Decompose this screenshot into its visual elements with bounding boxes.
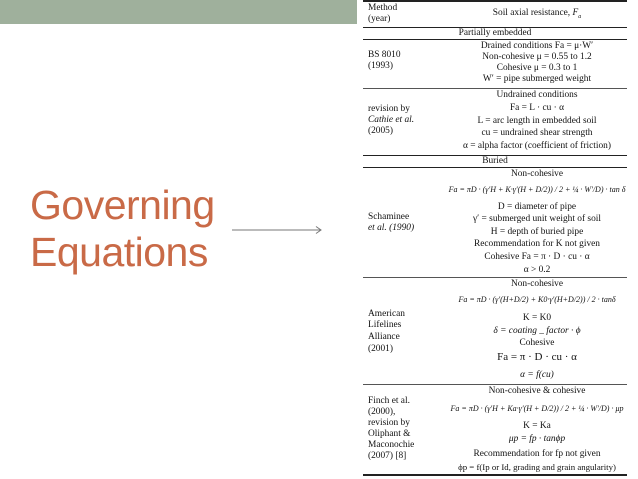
slide-title-line-2: Equations (30, 229, 208, 275)
eq-line: Non-cohesive (510, 169, 564, 179)
eq-line: μp = fp · tanϕp (508, 434, 566, 444)
eq-line: H = depth of buried pipe (490, 227, 584, 237)
eq-line: Drained conditions Fa = μ·W′ (480, 41, 594, 51)
header-soil-resistance: Soil axial resistance, $F_a$ (492, 8, 582, 20)
eq-formula: Fa = πD · (γ′H + Ka·γ′(H + D/2)) / 2 + ¼ · W′/D) · μp (450, 404, 624, 413)
eq-line: Fa = π · D · cu · α (497, 351, 577, 363)
slide-title (30, 182, 215, 276)
method-schaminee-year: et al. (1990) (368, 223, 415, 233)
eq-line: α = f(cu) (520, 370, 554, 380)
method-ala-3: Alliance (368, 332, 400, 342)
method-ala: American (368, 309, 405, 319)
section-buried: Buried (482, 156, 508, 166)
method-schaminee: Schaminee (368, 212, 410, 222)
arrow-right-icon (232, 225, 324, 235)
eq-line: δ = coating _ factor · ϕ (493, 326, 581, 336)
table-rule (363, 0, 627, 2)
eq-line: Non-cohesive & cohesive (488, 386, 586, 396)
eq-line: α > 0.2 (523, 265, 551, 275)
header-year: (year) (368, 14, 391, 24)
eq-line: Undrained conditions (496, 90, 578, 100)
eq-formula: Fa = πD · (γ′(H+D/2) + K0·γ′(H+D/2)) / 2 · tanδ (458, 295, 616, 304)
header-method: Method (368, 3, 398, 13)
eq-line: K = Ka (523, 421, 551, 431)
eq-line: Cohesive μ = 0.3 to 1 (496, 63, 578, 73)
method-finch: Finch et al. (368, 396, 410, 406)
method-bs8010-year: (1993) (368, 61, 393, 71)
header-accent-bar (0, 0, 357, 24)
method-finch-2: (2000), (368, 407, 396, 417)
method-finch-5: Maconochie (368, 440, 415, 450)
method-finch-4: Oliphant & (368, 429, 411, 439)
eq-line: γ′ = submerged unit weight of soil (473, 214, 601, 224)
method-cathie-year: (2005) (368, 126, 393, 136)
method-ala-year: (2001) (368, 344, 393, 354)
table-rule (363, 474, 627, 476)
eq-line: Cohesive (519, 338, 555, 348)
eq-line: Fa = L · cu · α (509, 103, 565, 113)
method-cathie: revision by (368, 104, 410, 114)
method-finch-6: (2007) [8] (368, 451, 407, 461)
eq-line: Non-cohesive (510, 279, 564, 289)
eq-line: Recommendation for K not given (473, 239, 600, 249)
method-cathie-authors: Cathie et al. (368, 115, 415, 125)
eq-line: K = K0 (522, 313, 552, 323)
method-bs8010: BS 8010 (368, 50, 401, 60)
slide-title-line-1: Governing (30, 182, 215, 228)
section-partially-embedded: Partially embedded (458, 28, 532, 38)
table-rule (363, 277, 627, 278)
eq-line: ϕp = f(Ip or Id, grading and grain angularity) (458, 462, 616, 472)
eq-line: Cohesive Fa = π · D · cu · α (484, 252, 590, 262)
table-rule (363, 39, 627, 40)
method-ala-2: Lifelines (368, 320, 402, 330)
eq-line: α = alpha factor (coefficient of friction) (463, 141, 611, 151)
table-rule (363, 384, 627, 385)
eq-line: W′ = pipe submerged weight (482, 74, 592, 84)
soil-resistance-table (363, 0, 627, 479)
eq-line: Non-cohesive μ = 0.55 to 1.2 (482, 52, 592, 62)
eq-formula: Fa = πD · (γ′H + K·γ′(H + D/2)) / 2 + ¼ · W′/D) · tan δ (448, 185, 626, 194)
method-finch-3: revision by (368, 418, 410, 428)
table-rule (363, 88, 627, 89)
eq-line: Recommendation for fp not given (473, 449, 601, 459)
table-rule (363, 167, 627, 168)
eq-line: L = arc length in embedded soil (477, 116, 597, 126)
eq-line: D = diameter of pipe (497, 202, 577, 212)
eq-line: cu = undrained shear strength (481, 128, 593, 138)
